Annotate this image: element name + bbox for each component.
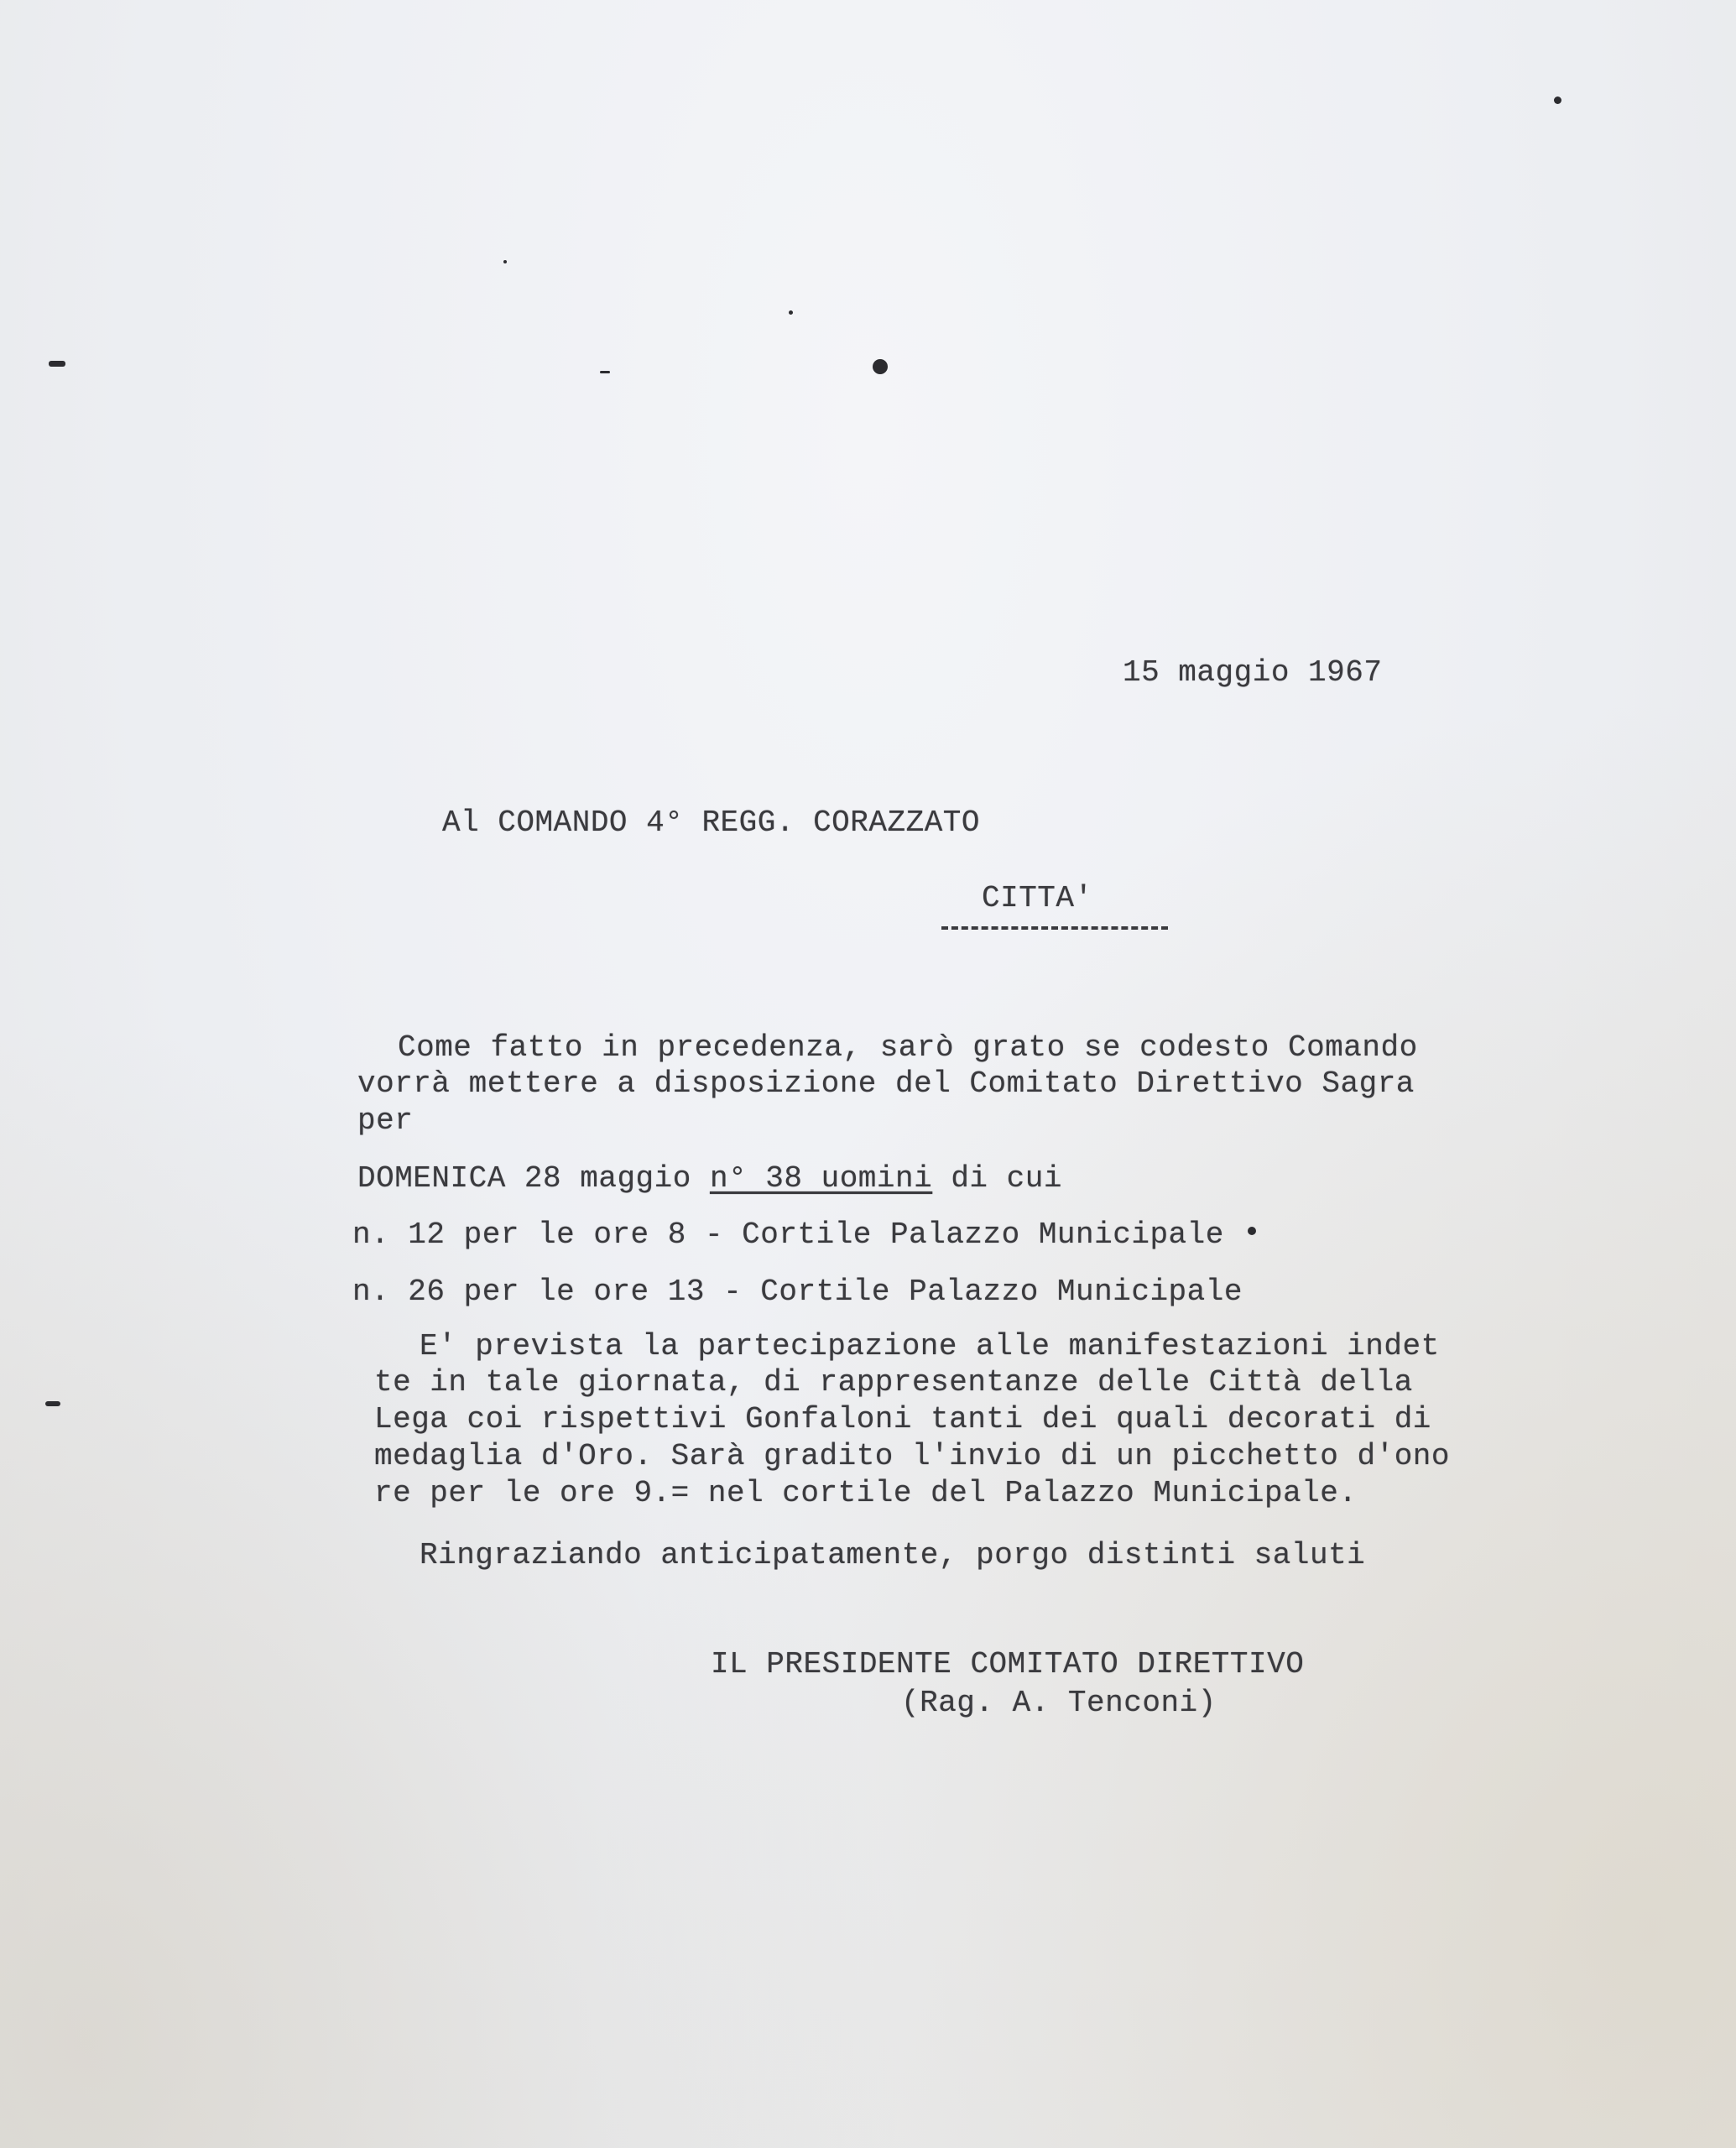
request-line [357,1162,1062,1196]
ink-speck [600,371,610,373]
ink-speck [873,359,888,374]
letter-date: 15 maggio 1967 [1123,655,1383,690]
body-intro-line-3: per [357,1103,414,1138]
ink-speck [45,1401,60,1406]
recipient-city: CITTA' [982,881,1093,915]
recipient-line: Al COMANDO 4° REGG. CORAZZATO [442,806,981,840]
request-men: n° 38 uomini [709,1161,933,1196]
signature-title: IL PRESIDENTE COMITATO DIRETTIVO [711,1647,1305,1681]
body-intro-line-1: Come fatto in precedenza, sarò grato se codesto Comando [398,1030,1418,1065]
body-intro-line-2: vorrà mettere a disposizione del Comitato Direttivo Sagra [357,1066,1415,1101]
ink-speck [789,310,793,315]
signature-name: (Rag. A. Tenconi) [901,1686,1217,1720]
closing-line: Ringraziando anticipatamente, porgo distinti saluti [420,1538,1366,1572]
body-main-line-3: Lega coi rispettivi Gonfaloni tanti dei quali decorati di [374,1402,1431,1436]
request-day: DOMENICA 28 maggio [357,1161,710,1196]
ink-speck [503,260,507,263]
body-main-line-2: te in tale giornata, di rappresentanze delle Città della [374,1365,1413,1400]
ink-speck [1248,1227,1256,1235]
detail-line-2: n. 26 per le ore 13 - Cortile Palazzo Municipale [352,1275,1243,1309]
body-main-line-4: medaglia d'Oro. Sarà gradito l'invio di un picchetto d'ono [374,1439,1451,1473]
detail-line-1: n. 12 per le ore 8 - Cortile Palazzo Municipale [352,1217,1224,1252]
body-main-line-5: re per le ore 9.= nel cortile del Palazzo Municipale. [374,1476,1358,1510]
request-suffix: di cui [932,1161,1062,1196]
ink-speck [1554,96,1561,104]
ink-speck [49,361,65,367]
body-main-line-1: E' prevista la partecipazione alle manifestazioni indet [420,1329,1440,1363]
city-underline-dashes [941,926,1168,930]
